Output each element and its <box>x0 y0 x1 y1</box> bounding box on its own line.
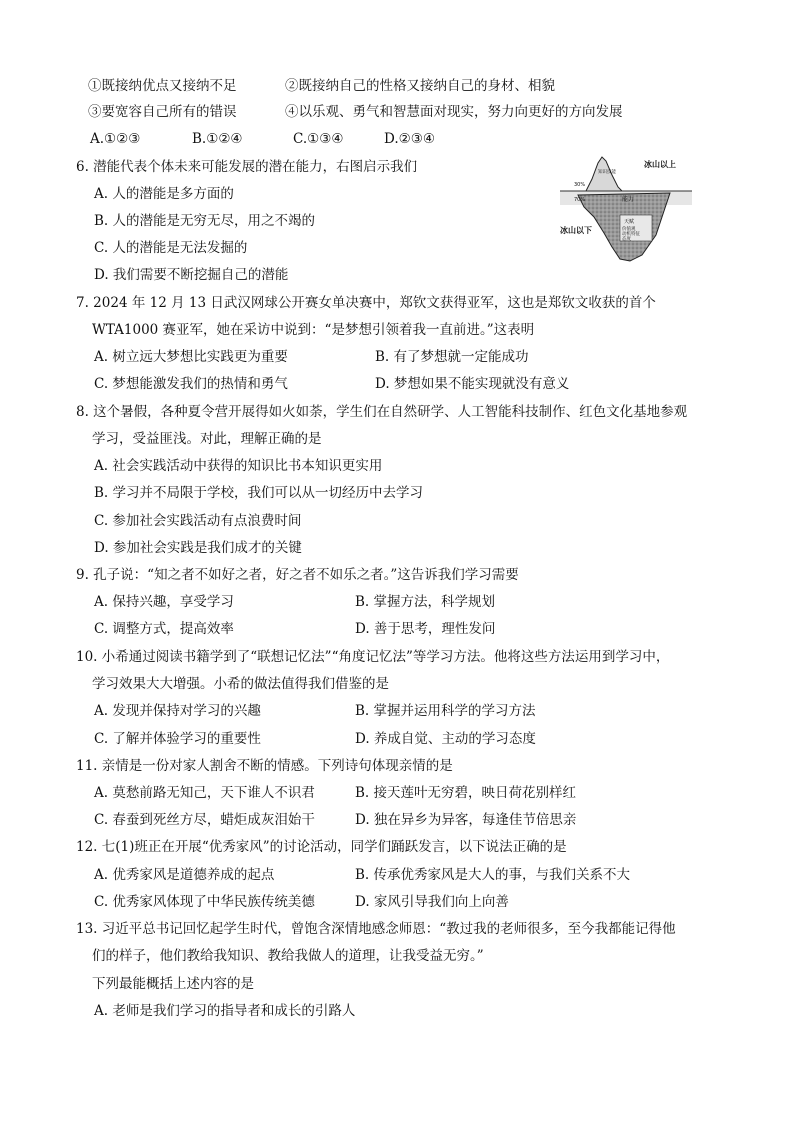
q5-statement-3: ③要宽容自己所有的错误 <box>88 104 237 120</box>
q5-option-c: C.①③④ <box>293 131 344 147</box>
q7-option-a: A. 树立远大梦想比实践更为重要 <box>94 349 288 365</box>
q10-option-d: D. 养成自觉、主动的学习态度 <box>355 731 536 747</box>
q12-stem: 12. 七(1)班正在开展“优秀家风”的讨论活动，同学们踊跃发言，以下说法正确的是 <box>76 839 567 855</box>
q11-option-b: B. 接天莲叶无穷碧，映日荷花别样红 <box>355 785 577 801</box>
q8-option-d: D. 参加社会实践是我们成才的关键 <box>94 540 302 556</box>
q5-option-b: B.①②④ <box>192 131 243 147</box>
figure-bottom4-label: 态度 <box>622 237 631 242</box>
q11-option-d: D. 独在异乡为异客，每逢佳节倍思亲 <box>355 812 577 828</box>
figure-bottom3-label: 动机特征 <box>622 232 640 237</box>
q5-option-a: A.①②③ <box>90 131 141 147</box>
q5-option-d: D.②③④ <box>384 131 435 147</box>
q12-option-a: A. 优秀家风是道德养成的起点 <box>94 867 275 883</box>
q11-option-c: C. 春蚕到死丝方尽，蜡炬成灰泪始干 <box>94 812 315 828</box>
q10-stem-line2: 学习效果大大增强。小希的做法值得我们借鉴的是 <box>92 676 389 692</box>
q10-option-a: A. 发现并保持对学习的兴趣 <box>94 703 261 719</box>
q7-option-b: B. 有了梦想就一定能成功 <box>375 349 529 365</box>
q10-stem-line1: 10. 小希通过阅读书籍学到了“联想记忆法”“角度记忆法”等学习方法。他将这些方法运用到学习中， <box>76 649 670 665</box>
figure-pct1-label: 30% <box>574 182 586 188</box>
q10-option-b: B. 掌握并运用科学的学习方法 <box>355 703 536 719</box>
q11-stem: 11. 亲情是一份对家人割舍不断的情感。下列诗句体现亲情的是 <box>76 758 453 774</box>
q8-stem-line1: 8. 这个暑假，各种夏令营开展得如火如荼，学生们在自然研学、人工智能科技制作、红色文化基地参观 <box>76 404 688 420</box>
figure-bottom1-label: 天赋 <box>624 219 635 225</box>
q12-option-c: C. 优秀家风体现了中华民族传统美德 <box>94 894 315 910</box>
q8-stem-line2: 学习，受益匪浅。对此，理解正确的是 <box>92 431 322 447</box>
figure-below-label: 冰山以下 <box>560 226 592 235</box>
q13-stem-line2: 们的样子，他们教给我知识、教给我做人的道理，让我受益无穷。” <box>92 948 484 964</box>
q6-option-b: B. 人的潜能是无穷无尽，用之不竭的 <box>94 213 316 229</box>
q9-stem: 9. 孔子说：“知之者不如好之者，好之者不如乐之者。”这告诉我们学习需要 <box>76 567 519 583</box>
q9-option-c: C. 调整方式，提高效率 <box>94 621 234 637</box>
q6-stem: 6. 潜能代表个体未来可能发展的潜在能力，右图启示我们 <box>76 159 418 175</box>
q7-stem-line1: 7. 2024 年 12 月 13 日武汉网球公开赛女单决赛中，郑钦文获得亚军，这也是郑钦文收获的首个 <box>76 295 656 311</box>
figure-top-inner-label: 知识技能 <box>598 170 616 175</box>
q6-option-a: A. 人的潜能是多方面的 <box>94 186 234 202</box>
q10-option-c: C. 了解并体验学习的重要性 <box>94 731 261 747</box>
q7-option-d: D. 梦想如果不能实现就没有意义 <box>375 376 570 392</box>
q5-statement-1: ①既接纳优点又接纳不足 <box>88 78 237 94</box>
q13-stem-line1: 13. 习近平总书记回忆起学生时代，曾饱含深情地感念师恩：“教过我的老师很多，至今我都能记得他 <box>76 921 676 937</box>
q7-option-c: C. 梦想能激发我们的热情和勇气 <box>94 376 288 392</box>
q8-option-a: A. 社会实践活动中获得的知识比书本知识更实用 <box>94 458 383 474</box>
q13-option-a: A. 老师是我们学习的指导者和成长的引路人 <box>94 1003 356 1019</box>
figure-pct2-label: 70% <box>574 197 586 203</box>
q6-option-c: C. 人的潜能是无法发掘的 <box>94 240 248 256</box>
q9-option-a: A. 保持兴趣，享受学习 <box>94 594 234 610</box>
figure-above-label: 冰山以上 <box>644 160 676 169</box>
figure-ability-label: 能力 <box>622 196 635 203</box>
q9-option-b: B. 掌握方法，科学规划 <box>355 594 496 610</box>
q12-option-b: B. 传承优秀家风是大人的事，与我们关系不大 <box>355 867 631 883</box>
q8-option-c: C. 参加社会实践活动有点浪费时间 <box>94 513 302 529</box>
q9-option-d: D. 善于思考，理性发问 <box>355 621 496 637</box>
q7-stem-line2: WTA1000 赛亚军，她在采访中说到：“是梦想引领着我一直前进。”这表明 <box>92 322 535 338</box>
q6-option-d: D. 我们需要不断挖掘自己的潜能 <box>94 267 289 283</box>
q13-stem-line3: 下列最能概括上述内容的是 <box>92 976 254 992</box>
figure-bottom2-label: 价值观 <box>622 227 636 232</box>
q11-option-a: A. 莫愁前路无知己，天下谁人不识君 <box>94 785 315 801</box>
iceberg-figure <box>560 155 692 263</box>
q8-option-b: B. 学习并不局限于学校，我们可以从一切经历中去学习 <box>94 485 424 501</box>
q12-option-d: D. 家风引导我们向上向善 <box>355 894 509 910</box>
q5-statement-2: ②既接纳自己的性格又接纳自己的身材、相貌 <box>285 78 555 94</box>
q5-statement-4: ④以乐观、勇气和智慧面对现实，努力向更好的方向发展 <box>285 104 623 120</box>
